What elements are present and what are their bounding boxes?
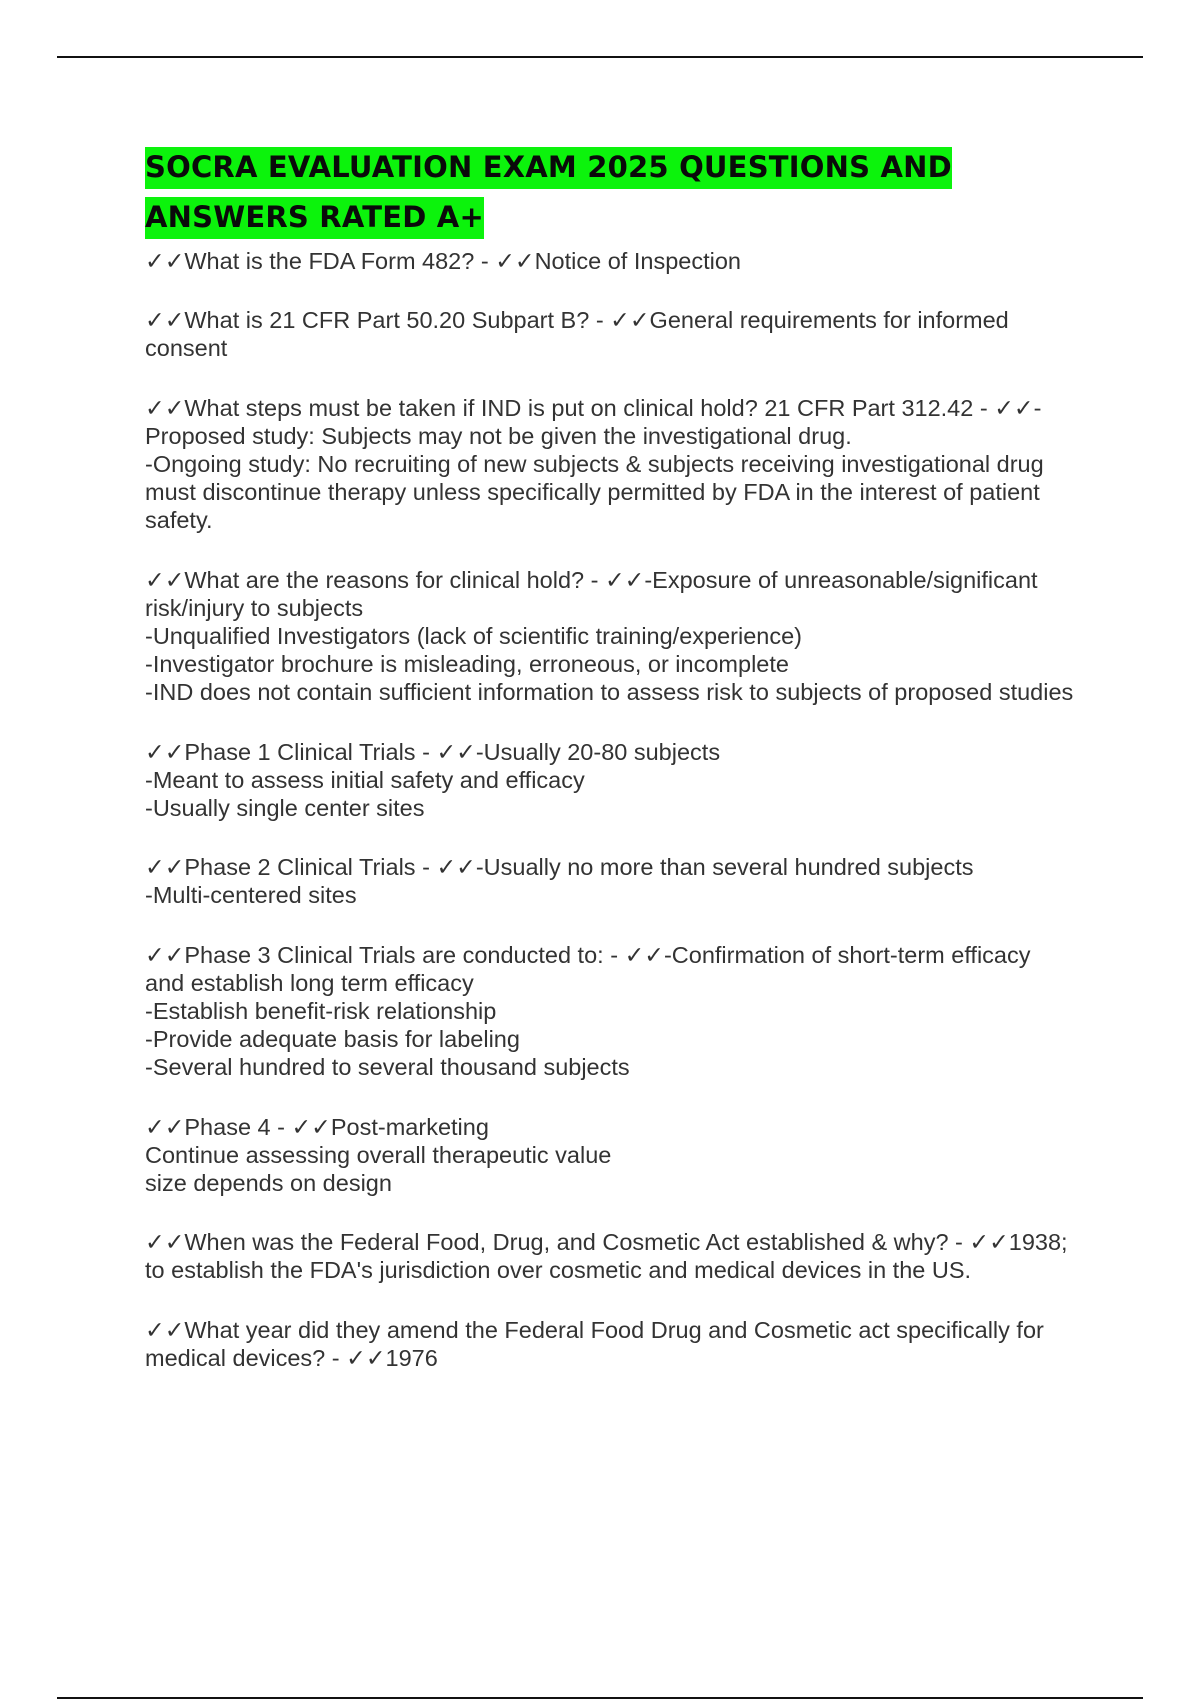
qa-entry: ✓✓What is 21 CFR Part 50.20 Subpart B? - ✓✓General requirements for informed consent: [145, 307, 1016, 362]
qa-entry: ✓✓Phase 2 Clinical Trials - ✓✓-Usually no more than several hundred subjects -Multi-centered sites: [145, 854, 974, 909]
footer-rule: [57, 1697, 1143, 1699]
qa-entry: ✓✓What year did they amend the Federal Food Drug and Cosmetic act specifically for medical devices? - ✓✓1976: [145, 1316, 1051, 1371]
qa-entry: ✓✓What steps must be taken if IND is put on clinical hold? 21 CFR Part 312.42 - ✓✓-Proposed study: Subjects may not be given the investigational drug. -Ongoing study: No recruiting of new subjects & subjects receiving investigational drug must discontinue therapy unless specifically permitted by FDA in the interest of patient safety.: [145, 394, 1044, 534]
qa-entry: ✓✓Phase 3 Clinical Trials are conducted to: - ✓✓-Confirmation of short-term efficacy and establish long term efficacy -Establish benefit-risk relationship -Provide adequate basis for labeling -Several hundred to several thousand subjects: [145, 941, 1031, 1081]
qa-entry: ✓✓What are the reasons for clinical hold? - ✓✓-Exposure of unreasonable/significant risk/injury to subjects -Unqualified Investigators (lack of scientific training/experience) -Investigator brochure is misleading, erroneous, or incomplete -IND does not contain sufficient information to assess risk to subjects of proposed studies: [145, 566, 1074, 706]
document-title: SOCRA EVALUATION EXAM 2025 QUESTIONS AND ANSWERS RATED A+: [145, 147, 952, 239]
qa-entry: ✓✓What is the FDA Form 482? - ✓✓Notice of Inspection: [145, 248, 741, 274]
document-title-block: [145, 145, 1075, 245]
header-rule: [57, 56, 1143, 58]
document-body: [145, 145, 1075, 1403]
qa-entry: ✓✓Phase 4 - ✓✓Post-marketing Continue assessing overall therapeutic value size depends on design: [145, 1113, 612, 1197]
qa-entry: ✓✓Phase 1 Clinical Trials - ✓✓-Usually 20-80 subjects -Meant to assess initial safety and efficacy -Usually single center sites: [145, 738, 721, 822]
qa-entry: ✓✓When was the Federal Food, Drug, and Cosmetic Act established & why? - ✓✓1938; to establish the FDA's jurisdiction over cosmetic and medical devices in the US.: [145, 1229, 1075, 1284]
